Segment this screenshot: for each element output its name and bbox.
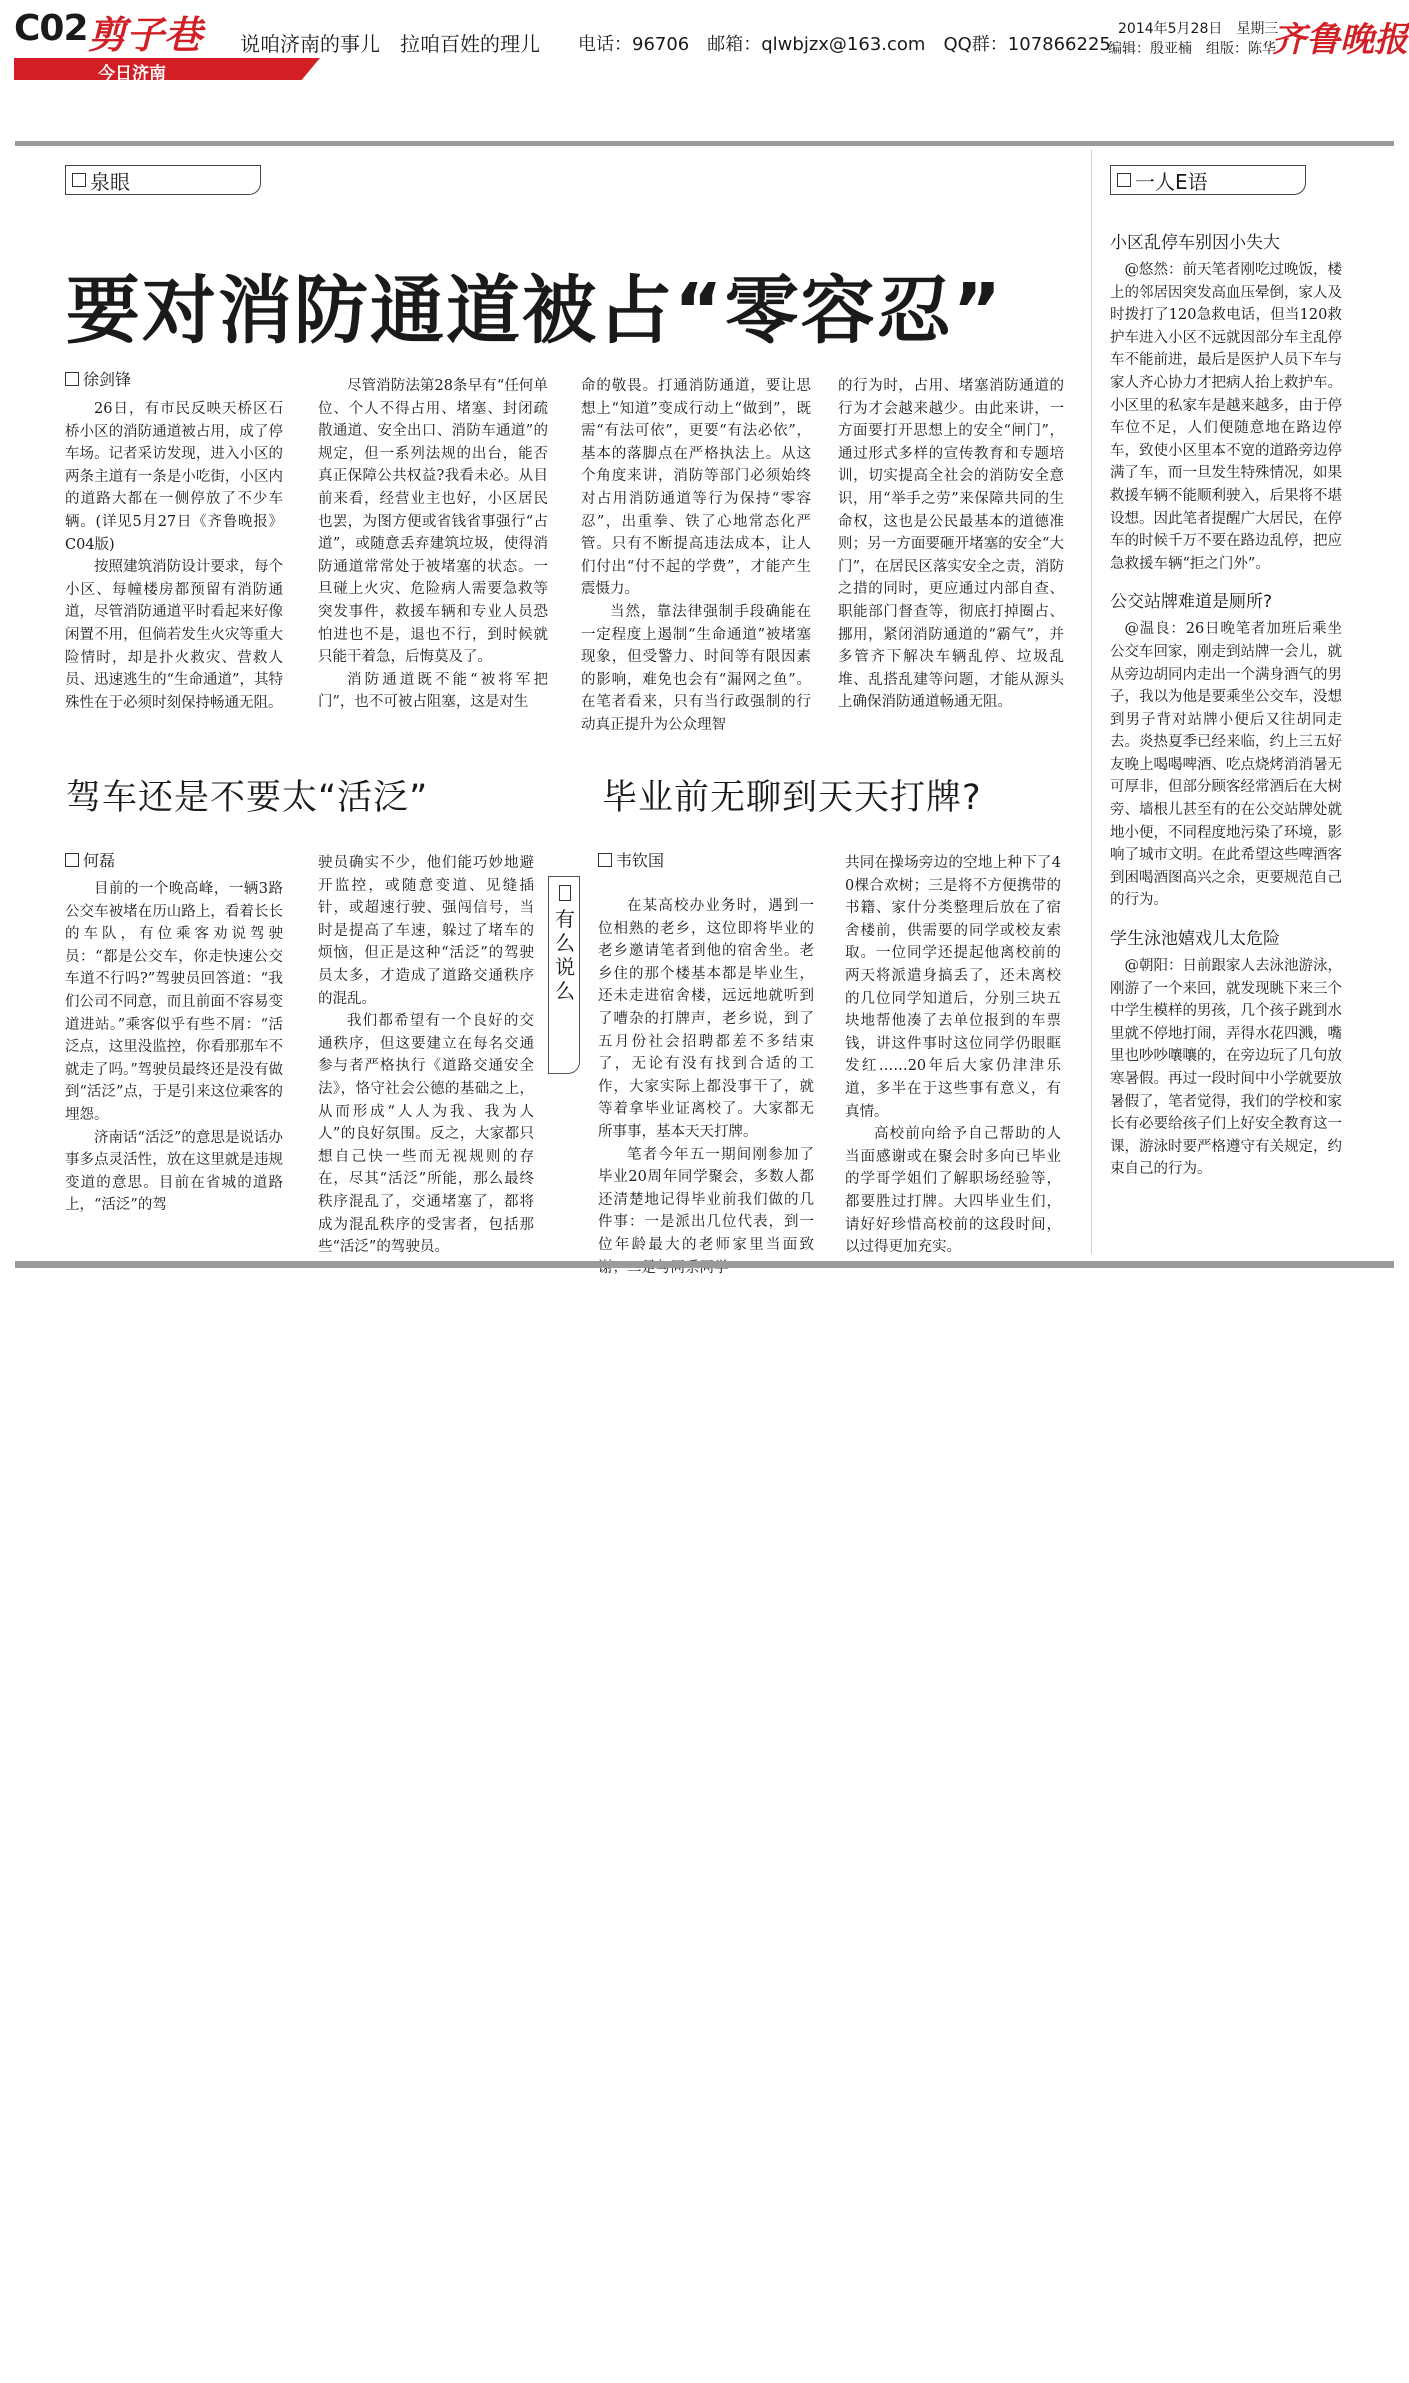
sidebar-divider <box>1091 150 1092 1254</box>
contact-info: 电话：96706 邮箱：qlwbjzx@163.com QQ群：107866225 <box>578 34 1111 55</box>
paper-name: 齐鲁晚报 <box>1272 20 1408 60</box>
article-2-column-2 <box>318 852 534 1259</box>
paragraph: 尽管消防法第28条早有“任何单位、个人不得占用、堵塞、封闭疏散通道、安全出口、消防车通道”的规定，但一系列法规的出台，能否真正保障公共权益?我看未必。从目前来看，经营业主也好，小区居民也罢，为图方便或省钱省事强行“占道”，或随意丢弃建筑垃圾，使得消防通道常常处于被堵塞的状态。一旦碰上火灾、危险病人需要急救等突发事件，救援车辆和专业人员恐怕进也不是，退也不行，到时候就只能干着急，后悔莫及了。 <box>318 378 548 666</box>
paragraph: 高校前向给予自己帮助的人当面感谢或在聚会时多向已毕业的学哥学姐们了解职场经验等，都要胜过打牌。大四毕业生们，请好好珍惜高校前的这段时间，以过得更加充实。 <box>845 1126 1061 1256</box>
section-subtitle: 今日济南 <box>98 64 166 84</box>
tab-square-icon <box>1117 173 1131 187</box>
column-tab-label: 泉眼 <box>90 169 130 194</box>
paragraph: 共同在操场旁边的空地上种下了40棵合欢树；三是将不方便携带的书籍、家什分类整理后放在了宿舍楼前，供需要的同学或校友索取。一位同学还提起他离校前的两天将派遣身搞丢了，还未离校的几位同学知道后，分别三块五块地帮他凑了去单位报到的车票钱，讲这件事时这位同学仍眼眶发红……20年后大家仍津津乐道，多半在于这些事有意义，有真情。 <box>845 855 1061 1120</box>
article-2-headline: 驾车还是不要太“活泛” <box>66 778 429 818</box>
sidebar-item-title: 小区乱停车别因小失大 <box>1110 233 1280 253</box>
sidebar-item-text: @朝阳：日前跟家人去泳池游泳，刚游了一个来回，就发现眺下来三个中学生模样的男孩，几个孩子跳到水里就不停地打闹，弄得水花四溅，嘴里也吵吵嚷嚷的，在旁边玩了几句放寒暑假。再过一段时间中小学就要放暑假了，笔者觉得，我们的学校和家长有必要给孩子们上好安全教育这一课，游泳时要严格遵守有关规定，约束自己的行为。 <box>1110 958 1342 1178</box>
paragraph: 26日，有市民反映天桥区石桥小区的消防通道被占用，成了停车场。记者采访发现，进入小区的两条主道有一条是小吃街，小区内的道路大都在一侧停放了不少车辆。(详见5月27日《齐鲁晚报》C04版) <box>65 401 283 553</box>
sidebar <box>1110 228 1342 1181</box>
sidebar-item-text: @温良：26日晚笔者加班后乘坐公交车回家，刚走到站牌一会儿，就从旁边胡同内走出一个满身酒气的男子，我以为他是要乘坐公交车，没想到男子背对站牌小便后又往胡同走去。炎热夏季已经来临，约上三五好友晚上喝喝啤酒、吃点烧烤消消暑无可厚非，但部分顾客经常酒后在大树旁、墙根儿甚至有的在公交站牌处就地小便，不同程度地污染了环境，影响了城市文明。在此希望这些啤酒客到困喝酒图高兴之余，更要规范自己的行为。 <box>1110 621 1342 909</box>
youmeshuo-box <box>548 876 580 1074</box>
paragraph: 驶员确实不少，他们能巧妙地避开监控，或随意变道、见缝插针，或超速行驶、强闯信号，当时是提高了车速，躲过了堵车的烦恼，但正是这种“活泛”的驾驶员太多，才造成了道路交通秩序的混乱。 <box>318 855 534 1007</box>
section-title: 剪子巷 <box>88 12 203 57</box>
bottom-divider <box>15 1261 1394 1268</box>
article-3-column-2 <box>845 852 1061 1259</box>
paragraph: 笔者今年五一期间刚参加了毕业20周年同学聚会，多数人都还清楚地记得毕业前我们做的几件事：一是派出几位代表，到一位年龄最大的老师家里当面致 <box>598 1146 814 1253</box>
article-3-headline: 毕业前无聊到天天打牌? <box>602 778 982 818</box>
article-3-byline <box>598 848 664 871</box>
byline-square-icon <box>65 853 79 867</box>
article-2-column-1 <box>65 878 283 1217</box>
paragraph: 消防通道既不能“被将军把门”，也不可被占阻塞，这是对生 <box>318 671 548 711</box>
article-2-byline <box>65 848 115 871</box>
paragraph: 目前的一个晚高峰，一辆3路公交车被堵在历山路上，看着长长的车队，有位乘客劝说驾驶员：“都是公交车，你走快速公交车道不行吗?”驾驶员回答道：“我们公司不同意，而且前面不容易变道进站。”乘客似乎有些不屑：“活泛点，这里没监控，你看那那车不就走了吗。”驾驶员最终还是没有做到“活泛”点，于是引来这位乘客的埋怨。 <box>65 881 283 1123</box>
article-3-column-1 <box>598 895 814 1279</box>
column-tab-label: 一人E语 <box>1135 169 1208 194</box>
page-code: C02 <box>14 8 88 49</box>
slogan: 说咱济南的事儿 拉咱百姓的理儿 <box>240 32 540 56</box>
tab-square-icon <box>72 173 86 187</box>
paragraph: 的行为时，占用、堵塞消防通道的行为才会越来越少。由此来讲，一方面要打开思想上的安全“闸门”，通过形式多样的宣传教育和专题培训，切实提高全社会的消防安全意识，用“举手之劳”来保障共同的生命权，这也是公民最基本的道德准则；另一方面要砸开堵塞的安全“大门”，在居民区落实安全之责，消防之措的同时，更应通过内部自查、职能部门督查等，彻底打掉圈占、挪用，紧闭消防通道的“霸气”，并多管齐下解决车辆乱停、垃圾乱堆、乱搭乱建等问题，才能从源头上确保消防通道畅通无阻。 <box>838 378 1064 711</box>
main-column-3 <box>581 375 811 737</box>
masthead <box>0 0 1409 84</box>
paragraph: 命的敬畏。打通消防通道，要让思想上“知道”变成行动上“做到”，既需“有法可依”，更要“有法必依”，基本的落脚点在严格执法上。从这个角度来讲，消防等部门必须始终对占用消防通道等行为保持“零容忍”，出重拳、铁了心地常态化严管。只有不断提高违法成本，让人们付出“付不起的学费”，才能产生震慑力。 <box>581 378 811 598</box>
top-divider <box>15 141 1394 146</box>
main-headline: 要对消防通道被占“零容忍” <box>66 268 1004 354</box>
section-bar <box>14 58 320 80</box>
youmeshuo-mark <box>559 885 571 901</box>
main-column-1 <box>65 398 283 714</box>
article-3-author: 韦钦国 <box>616 851 665 870</box>
main-author: 徐剑锋 <box>83 370 132 389</box>
column-tab-quanyan <box>65 165 261 195</box>
sidebar-item-title: 公交站牌难道是厕所? <box>1110 592 1273 613</box>
paragraph: 按照建筑消防设计要求，每个小区、每幢楼房都预留有消防通道，尽管消防通道平时看起来好像闲置不用，但倘若发生火灾等重大险情时，却是扑火救灾、营救人员、迅速逃生的“生命通道”，其特殊性在于必须时刻保持畅通无阻。 <box>65 559 283 711</box>
byline-square-icon <box>598 853 612 867</box>
byline-square-icon <box>65 372 79 386</box>
main-column-4 <box>838 375 1064 714</box>
editors: 编辑：殷亚楠 组版：陈华 <box>1108 41 1276 57</box>
column-tab-yirenEyu <box>1110 165 1306 195</box>
youmeshuo-label: 有么说么 <box>555 907 575 1003</box>
paragraph: 在某高校办业务时，遇到一位相熟的老乡，这位即将毕业的老乡邀请笔者到他的宿舍坐。老乡住的那个楼基本都是毕业生，还未走进宿舍楼，远远地就听到了嘈杂的打牌声，老乡说，到了五月份社会招聘都差不多结束了，无论有没有找到合适的工作，大家实际上都没事干了，就等着拿毕业证离校了。大家都无所事事，基本天天打牌。 <box>598 898 814 1140</box>
sidebar-item-title: 学生泳池嬉戏儿太危险 <box>1110 929 1280 950</box>
paragraph: 我们都希望有一个良好的交通秩序，但这要建立在每名交通参与者严格执行《道路交通安全法》，恪守社会公德的基础之上，从而形成“人人为我、我为人人”的良好氛围。反之，大家都只想自己快一些而无视规则的存在，尽其“活泛”所能，那么最终秩序混乱了，交通堵塞了，都将成为混乱秩序的受害者，包括那些“活泛”的驾驶员。 <box>318 1013 534 1256</box>
sidebar-item-text: @悠然：前天笔者刚吃过晚饭，楼上的邻居因突发高血压晕倒，家人及时拨打了120急救电话，但当120救护车进入小区不远就因部分车主乱停车不能前进，最后是医护人员下车与家人齐心协力才把病人抬上救护车。小区里的私家车是越来越多，由于停车位不足，人们便随意地在路边停车，致使小区里本不宽的道路旁边停满了车，而一旦发生特殊情况，如果救援车辆不能顺利驶入，后果将不堪设想。因此笔者提醒广大居民，在停车的时候千万不要在路边乱停，把应急救援车辆“拒之门外”。 <box>1110 262 1342 572</box>
paragraph: 济南话“活泛”的意思是说话办事多点灵活性，放在这里就是违规变道的意思。目前在省城的道路上，“活泛”的驾 <box>65 1129 283 1214</box>
issue-date: 2014年5月28日 星期三 <box>1118 21 1279 37</box>
article-2-author: 何磊 <box>83 851 116 870</box>
main-byline <box>65 367 131 390</box>
paragraph: 当然，靠法律强制手段确能在一定程度上遏制“生命通道”被堵塞现象，但受警力、时间等有限因素的影响，难免也会有“漏网之鱼”。在笔者看来，只有当行政强制的行动真正提升为公众理智 <box>581 603 811 733</box>
main-column-2 <box>318 375 548 714</box>
